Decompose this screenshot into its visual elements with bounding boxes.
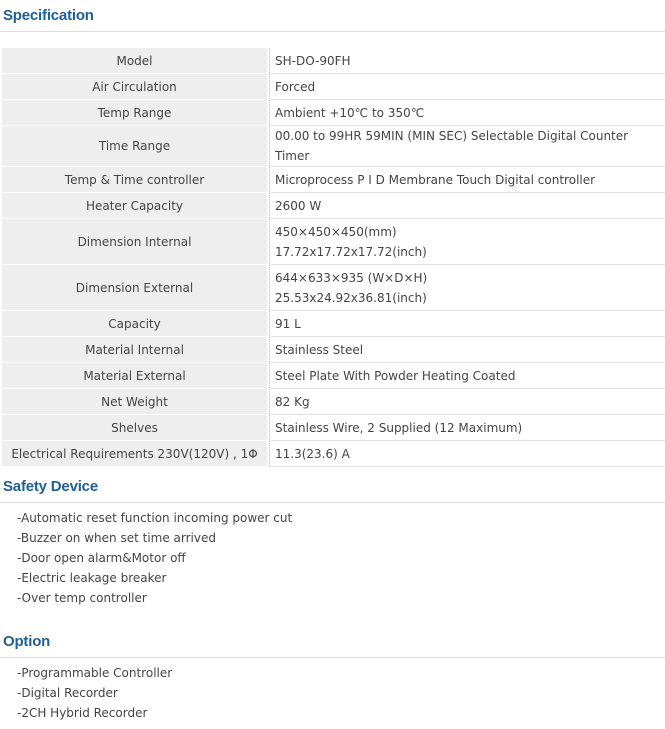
option-divider <box>0 657 665 658</box>
spec-row <box>2 363 665 389</box>
spec-value <box>270 74 665 100</box>
safety-device-item: -Automatic reset function incoming power cut <box>17 511 293 525</box>
option-item: -2CH Hybrid Recorder <box>17 706 148 720</box>
spec-label: Heater Capacity <box>2 193 267 219</box>
spec-row <box>2 311 665 337</box>
option-item: -Digital Recorder <box>17 686 118 700</box>
spec-value <box>270 193 665 219</box>
spec-label: Capacity <box>2 311 267 337</box>
safety-device-list <box>17 508 292 608</box>
safety-device-item: -Door open alarm&Motor off <box>17 551 186 565</box>
spec-value <box>270 100 665 126</box>
spec-value <box>270 311 665 337</box>
spec-label: Time Range <box>2 126 267 167</box>
safety-device-heading: Safety Device <box>3 478 98 495</box>
spec-label: Shelves <box>2 415 267 441</box>
safety-device-item: -Over temp controller <box>17 591 147 605</box>
spec-row <box>2 74 665 100</box>
spec-value-line: 82 Kg <box>275 394 310 409</box>
spec-value <box>270 219 665 265</box>
spec-label: Material External <box>2 363 267 389</box>
spec-label: Temp & Time controller <box>2 167 267 193</box>
spec-value-line: 11.3(23.6) A <box>275 446 350 461</box>
spec-value-line: 450×450×450(mm) <box>275 224 397 239</box>
spec-value-line: 644×633×935 (W×D×H) <box>275 270 428 285</box>
spec-value-line: Microprocess P I D Membrane Touch Digital controller <box>275 172 596 187</box>
option-item: -Programmable Controller <box>17 666 173 680</box>
safety-device-item: -Electric leakage breaker <box>17 571 167 585</box>
spec-value-line: 2600 W <box>275 198 322 213</box>
specification-divider <box>0 31 665 32</box>
spec-row <box>2 100 665 126</box>
spec-label: Air Circulation <box>2 74 267 100</box>
spec-value-line: 25.53x24.92x36.81(inch) <box>275 290 427 305</box>
safety-device-divider <box>0 502 665 503</box>
spec-value-line: 91 L <box>275 316 301 331</box>
spec-value-line: Stainless Steel <box>275 342 364 357</box>
spec-label: Model <box>2 48 267 74</box>
spec-label: Dimension Internal <box>2 219 267 265</box>
spec-value <box>270 389 665 415</box>
spec-value <box>270 441 665 467</box>
spec-row <box>2 167 665 193</box>
spec-label: Electrical Requirements 230V(120V) , 1Φ <box>2 441 267 467</box>
option-list <box>17 663 172 723</box>
spec-value <box>270 48 665 74</box>
specification-table-body <box>2 48 665 467</box>
spec-row <box>2 389 665 415</box>
spec-label: Net Weight <box>2 389 267 415</box>
spec-value-line: Forced <box>275 79 316 94</box>
spec-value <box>270 363 665 389</box>
spec-row <box>2 265 665 311</box>
spec-value <box>270 415 665 441</box>
spec-label: Dimension External <box>2 265 267 311</box>
spec-value-line: 00.00 to 99HR 59MIN (MIN SEC) Selectable Digital Counter Timer <box>275 129 629 163</box>
spec-value-line: Steel Plate With Powder Heating Coated <box>275 368 516 383</box>
spec-label: Material Internal <box>2 337 267 363</box>
spec-row <box>2 126 665 167</box>
option-heading: Option <box>3 633 51 650</box>
spec-row <box>2 415 665 441</box>
spec-row <box>2 441 665 467</box>
safety-device-item: -Buzzer on when set time arrived <box>17 531 216 545</box>
spec-row <box>2 193 665 219</box>
spec-row <box>2 48 665 74</box>
spec-value-line: 17.72x17.72x17.72(inch) <box>275 244 427 259</box>
spec-value <box>270 265 665 311</box>
spec-value <box>270 337 665 363</box>
specification-table <box>2 48 665 467</box>
spec-value <box>270 126 665 167</box>
spec-row <box>2 219 665 265</box>
spec-row <box>2 337 665 363</box>
spec-value <box>270 167 665 193</box>
specification-heading: Specification <box>3 7 94 24</box>
spec-value-line: Ambient +10℃ to 350℃ <box>275 105 425 120</box>
spec-label: Temp Range <box>2 100 267 126</box>
spec-value-line: Stainless Wire, 2 Supplied (12 Maximum) <box>275 420 523 435</box>
spec-value-line: SH-DO-90FH <box>275 53 351 68</box>
